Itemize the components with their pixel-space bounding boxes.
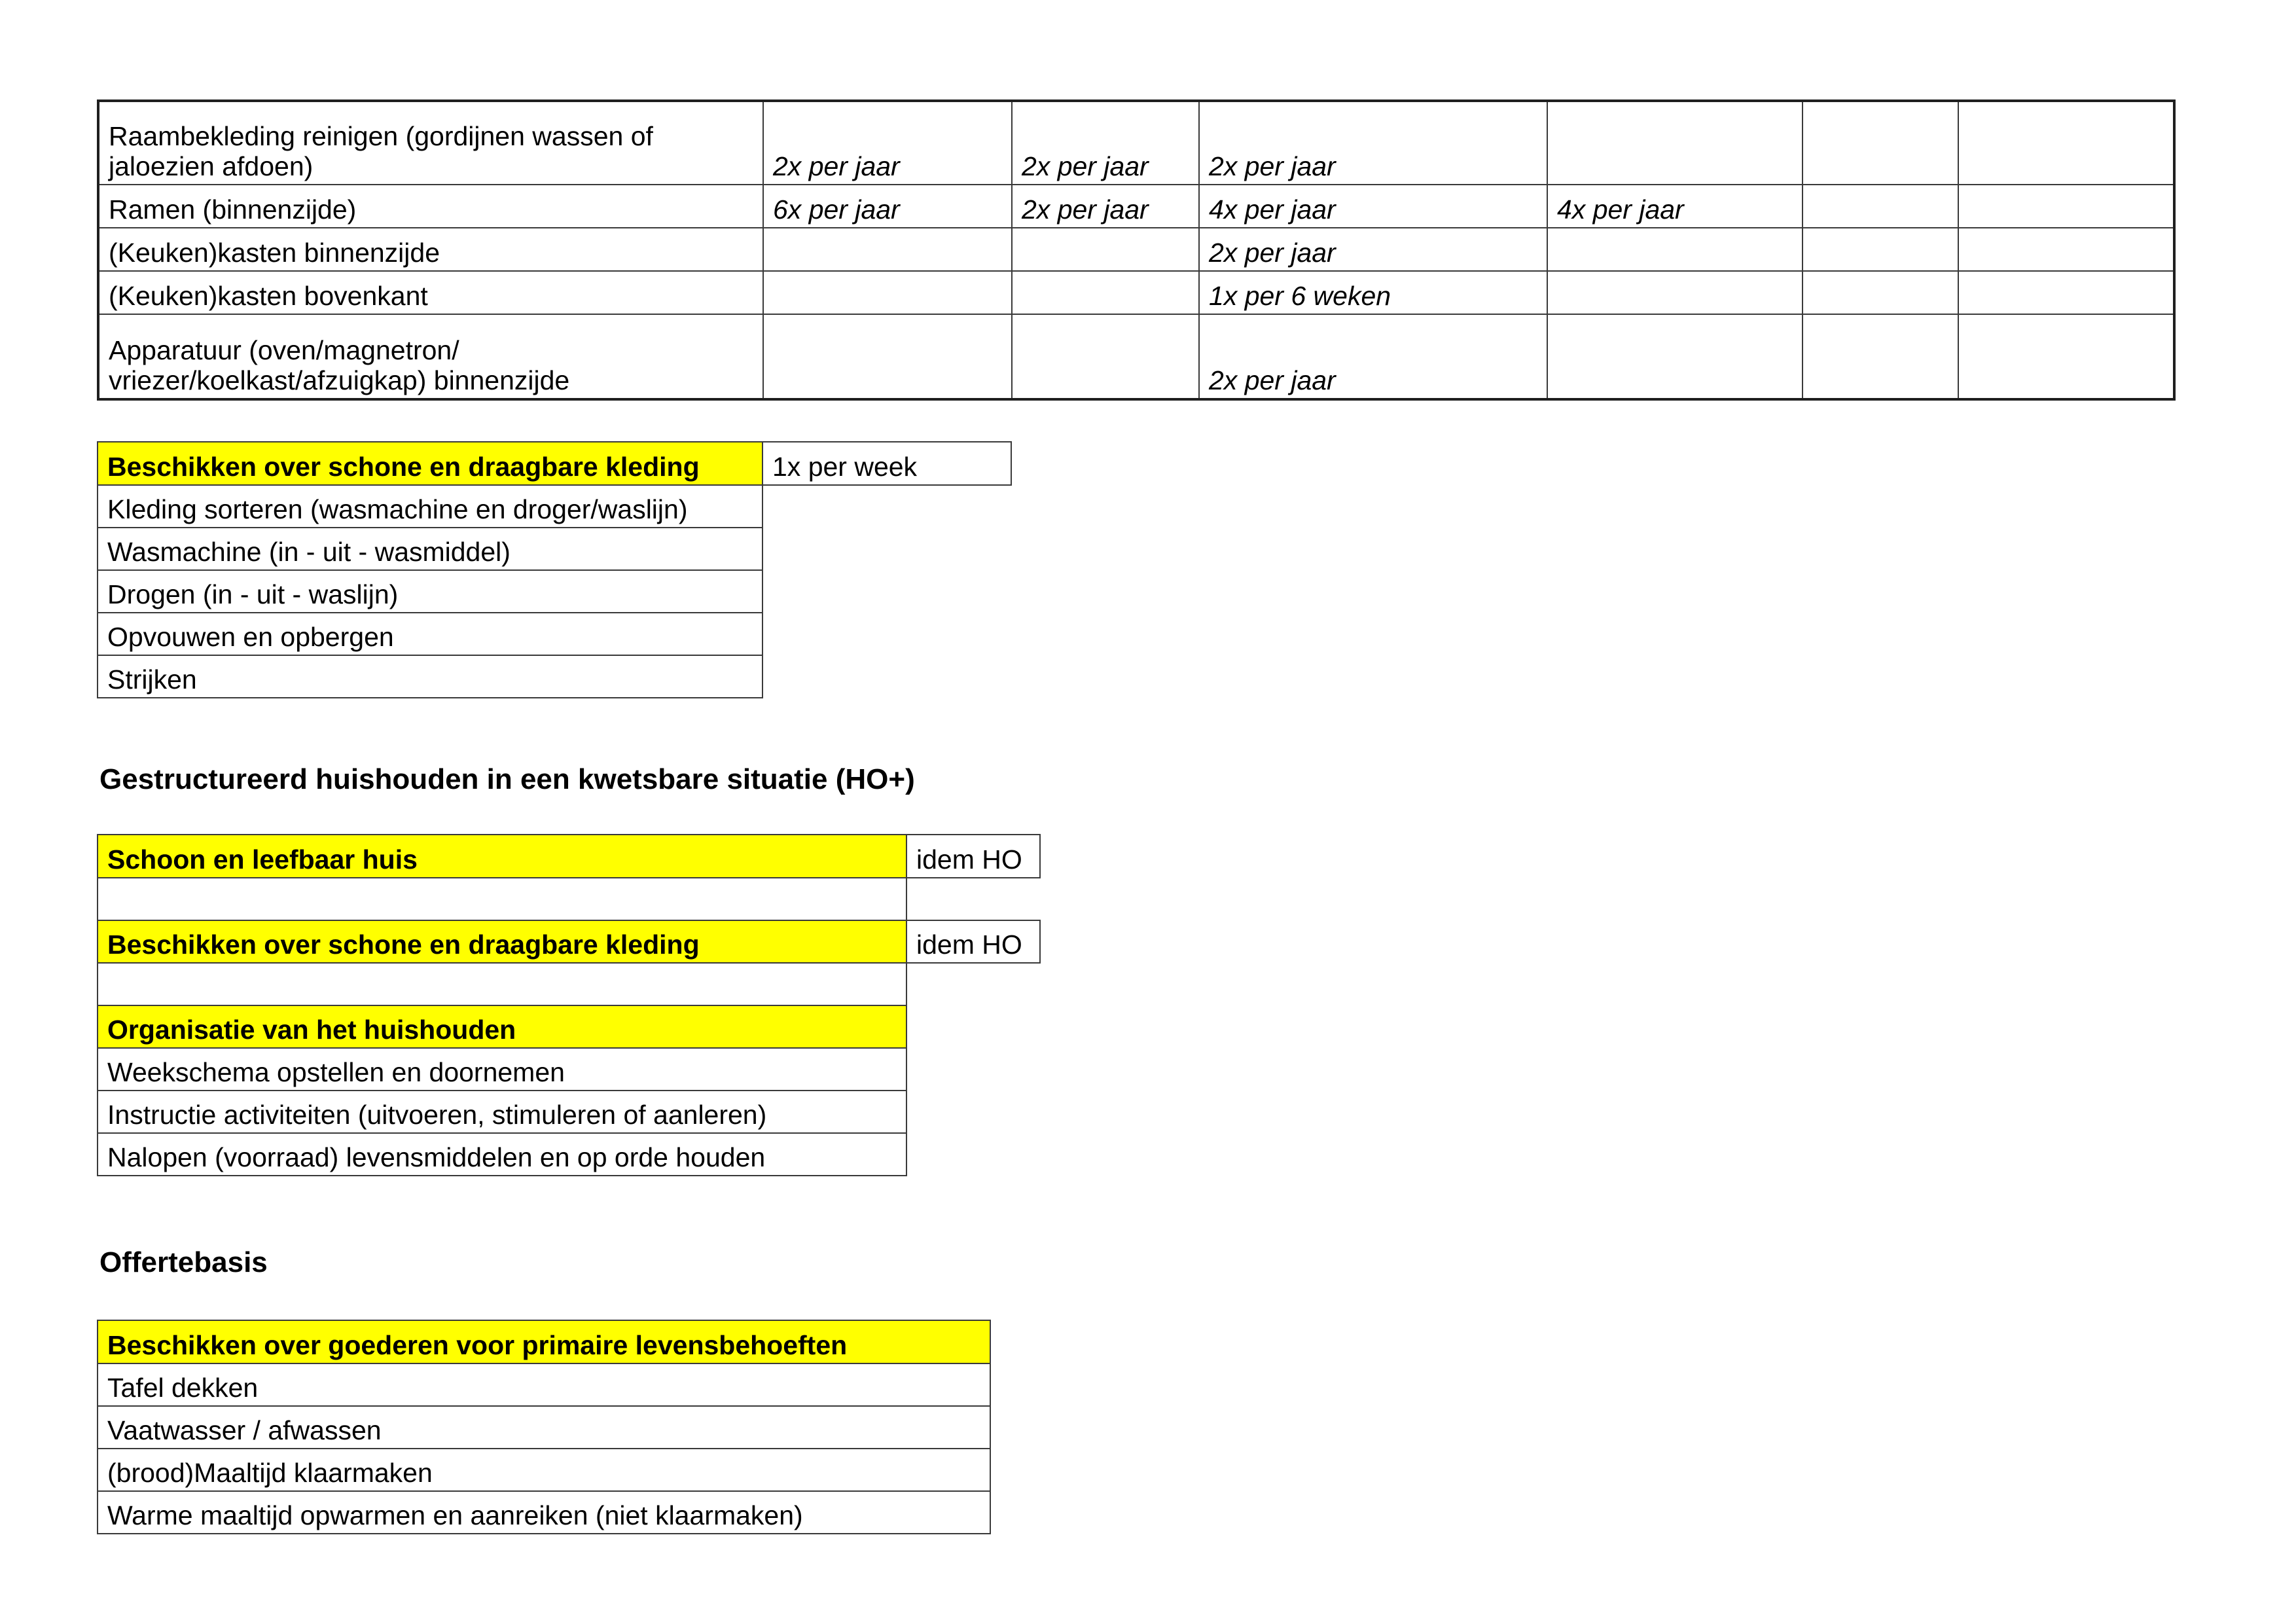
- frequency-cell: [1803, 271, 1958, 314]
- table-row: [98, 1406, 990, 1449]
- list-item: Warme maaltijd opwarmen en aanreiken (niet klaarmaken): [98, 1491, 990, 1534]
- table-row: [98, 1133, 1040, 1176]
- table-row: [98, 878, 1040, 920]
- table-row: [98, 1491, 990, 1534]
- section-title: Gestructureerd huishouden in een kwetsbare situatie (HO+): [99, 763, 915, 795]
- section-header: Organisatie van het huishouden: [98, 1005, 906, 1048]
- frequency-cell: [763, 314, 1012, 399]
- section-header: Beschikken over schone en draagbare kleding: [98, 442, 762, 485]
- task-cell: (Keuken)kasten binnenzijde: [98, 228, 763, 271]
- task-cell: Apparatuur (oven/magnetron/ vriezer/koelkast/afzuigkap) binnenzijde: [98, 314, 763, 399]
- table-row: [98, 101, 2174, 185]
- frequency-cell: [1958, 185, 2174, 228]
- table-row: [98, 271, 2174, 314]
- value-cell: idem HO: [906, 835, 1040, 878]
- frequency-table: [97, 99, 2176, 401]
- empty-cell: [98, 878, 906, 920]
- frequency-cell: 2x per jaar: [1199, 314, 1547, 399]
- table-row: [98, 1363, 990, 1406]
- table-row: [98, 655, 1011, 698]
- list-item: Instructie activiteiten (uitvoeren, stimuleren of aanleren): [98, 1091, 906, 1133]
- list-item: Nalopen (voorraad) levensmiddelen en op orde houden: [98, 1133, 906, 1176]
- table-row: [98, 442, 1011, 485]
- table-row: [98, 1048, 1040, 1091]
- table-row: [98, 570, 1011, 613]
- frequency-cell: 6x per jaar: [763, 185, 1012, 228]
- frequency-cell: [1012, 314, 1199, 399]
- table-row: [98, 1449, 990, 1491]
- list-item: Tafel dekken: [98, 1363, 990, 1406]
- table-row: [98, 185, 2174, 228]
- task-cell: Raambekleding reinigen (gordijnen wassen of jaloezien afdoen): [98, 101, 763, 185]
- table-row: [98, 485, 1011, 528]
- frequency-cell: 4x per jaar: [1547, 185, 1803, 228]
- table-row: [98, 835, 1040, 878]
- value-cell: idem HO: [906, 920, 1040, 963]
- frequency-cell: [1547, 101, 1803, 185]
- frequency-cell: [1958, 314, 2174, 399]
- table-row: [98, 613, 1011, 655]
- table-row: [98, 963, 1040, 1005]
- frequency-cell: [763, 228, 1012, 271]
- frequency-cell: [1547, 271, 1803, 314]
- table-row: [98, 920, 1040, 963]
- frequency-cell: [1958, 101, 2174, 185]
- clothing-table: [97, 441, 1012, 698]
- task-cell: (Keuken)kasten bovenkant: [98, 271, 763, 314]
- frequency-cell: [1958, 271, 2174, 314]
- frequency-cell: 2x per jaar: [1199, 101, 1547, 185]
- list-item: Drogen (in - uit - waslijn): [98, 570, 762, 613]
- frequency-cell: 1x per 6 weken: [1199, 271, 1547, 314]
- frequency-cell: [1958, 228, 2174, 271]
- frequency-cell: [1803, 314, 1958, 399]
- table-row: [98, 314, 2174, 399]
- task-cell: Ramen (binnenzijde): [98, 185, 763, 228]
- frequency-cell: 2x per jaar: [1199, 228, 1547, 271]
- frequency-cell: [1803, 228, 1958, 271]
- list-item: Wasmachine (in - uit - wasmiddel): [98, 528, 762, 570]
- offer-table: [97, 1320, 991, 1534]
- frequency-cell: [1547, 228, 1803, 271]
- frequency-cell: [1803, 101, 1958, 185]
- list-item: Vaatwasser / afwassen: [98, 1406, 990, 1449]
- list-item: Kleding sorteren (wasmachine en droger/waslijn): [98, 485, 762, 528]
- section-title: Offertebasis: [99, 1246, 268, 1278]
- section-header: Beschikken over goederen voor primaire levensbehoeften: [98, 1320, 990, 1363]
- section-header: Schoon en leefbaar huis: [98, 835, 906, 878]
- frequency-cell: 2x per jaar: [763, 101, 1012, 185]
- frequency-cell: 4x per jaar: [1199, 185, 1547, 228]
- table-row: [98, 1005, 1040, 1048]
- frequency-cell: 2x per jaar: [1012, 185, 1199, 228]
- frequency-cell: [763, 271, 1012, 314]
- frequency-cell: 2x per jaar: [1012, 101, 1199, 185]
- ho-plus-table: [97, 834, 1041, 1176]
- table-row: [98, 528, 1011, 570]
- frequency-cell: [1012, 228, 1199, 271]
- table-row: [98, 1320, 990, 1363]
- frequency-cell: [1012, 271, 1199, 314]
- list-item: Weekschema opstellen en doornemen: [98, 1048, 906, 1091]
- table-row: [98, 228, 2174, 271]
- list-item: (brood)Maaltijd klaarmaken: [98, 1449, 990, 1491]
- table-row: [98, 1091, 1040, 1133]
- section-header: Beschikken over schone en draagbare kleding: [98, 920, 906, 963]
- list-item: Opvouwen en opbergen: [98, 613, 762, 655]
- empty-cell: [98, 963, 906, 1005]
- frequency-cell: 1x per week: [762, 442, 1011, 485]
- frequency-cell: [1803, 185, 1958, 228]
- frequency-cell: [1547, 314, 1803, 399]
- list-item: Strijken: [98, 655, 762, 698]
